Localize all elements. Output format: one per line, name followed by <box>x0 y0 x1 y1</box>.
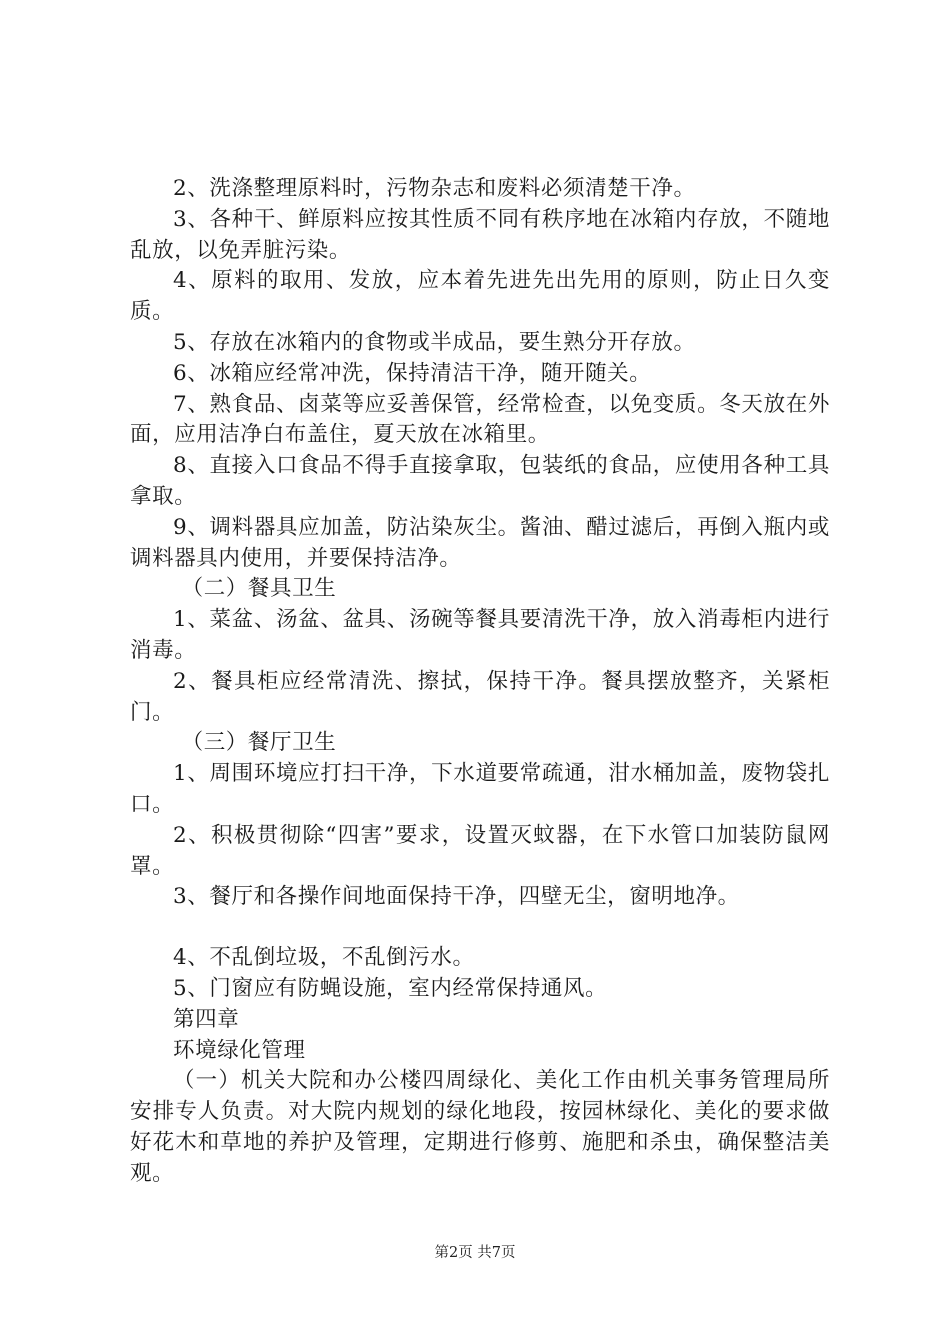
chapter-heading: 第四章 <box>173 1006 240 1032</box>
blank-line <box>130 913 830 943</box>
paragraph: 3、各种干、鲜原料应按其性质不同有秩序地在冰箱内存放，不随地乱放，以免弄脏污染。 <box>130 206 830 263</box>
page-number: 第2页 共7页 <box>434 1245 516 1261</box>
paragraph: 6、冰箱应经常冲洗，保持清洁干净，随开随关。 <box>173 360 652 386</box>
paragraph: 2、洗涤整理原料时，污物杂志和废料必须清楚干净。 <box>173 176 696 201</box>
document-body <box>130 174 830 1190</box>
paragraph: 5、门窗应有防蝇设施，室内经常保持通风。 <box>173 975 608 1001</box>
section-heading-tableware: （二）餐具卫生 <box>181 576 337 602</box>
paragraph: 4、不乱倒垃圾，不乱倒污水。 <box>173 945 475 971</box>
paragraph: 2、餐具柜应经常清洗、擦拭，保持干净。餐具摆放整齐，关紧柜门。 <box>130 668 830 725</box>
section-heading-dining-hall: （三）餐厅卫生 <box>181 730 337 756</box>
paragraph: （一）机关大院和办公楼四周绿化、美化工作由机关事务管理局所安排专人负责。对大院内规划的绿化地段，按园林绿化、美化的要求做好花木和草地的养护及管理，定期进行修剪、施肥和杀虫，确保整洁美观。 <box>130 1068 830 1186</box>
paragraph: 7、熟食品、卤菜等应妥善保管，经常检查，以免变质。冬天放在外面，应用洁净白布盖住，夏天放在冰箱里。 <box>130 391 830 448</box>
paragraph: 1、菜盆、汤盆、盆具、汤碗等餐具要清洗干净，放入消毒柜内进行消毒。 <box>130 607 830 663</box>
paragraph: 3、餐厅和各操作间地面保持干净，四壁无尘，窗明地净。 <box>173 884 740 910</box>
paragraph: 9、调料器具应加盖，防沾染灰尘。酱油、醋过滤后，再倒入瓶内或调料器具内使用，并要保持洁净。 <box>130 514 830 571</box>
chapter-title: 环境绿化管理 <box>173 1037 306 1063</box>
paragraph: 2、积极贯彻除“四害”要求，设置灭蚊器，在下水管口加装防鼠网罩。 <box>130 822 830 879</box>
paragraph: 8、直接入口食品不得手直接拿取，包装纸的食品，应使用各种工具拿取。 <box>130 453 830 509</box>
paragraph: 4、原料的取用、发放，应本着先进先出先用的原则，防止日久变质。 <box>130 268 830 325</box>
paragraph: 5、存放在冰箱内的食物或半成品，要生熟分开存放。 <box>173 329 696 355</box>
paragraph: 1、周围环境应打扫干净，下水道要常疏通，泔水桶加盖，废物袋扎口。 <box>130 761 830 817</box>
